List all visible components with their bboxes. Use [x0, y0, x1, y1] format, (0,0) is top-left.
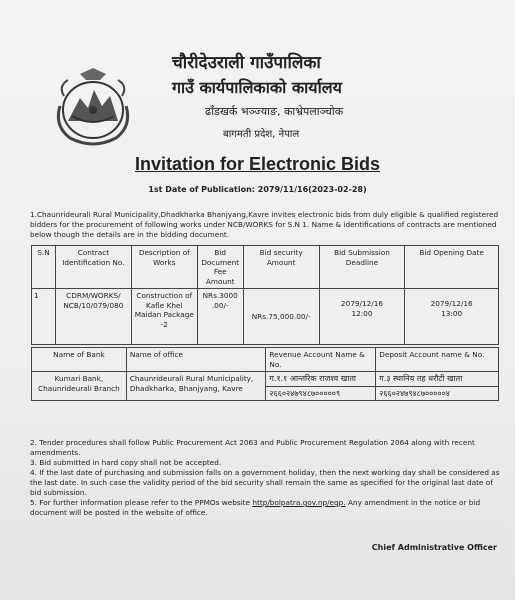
description-cell: Construction of Kafle Khel Maidan Package -2	[131, 289, 197, 345]
publication-date: 1st Date of Publication: 2079/11/16(2023-02-28)	[148, 185, 367, 194]
header-cell: Contract Identification No.	[55, 246, 131, 289]
header-cell: Description of Works	[131, 246, 197, 289]
ppmo-website-link[interactable]: http/bolpatra.gov.np/egp.	[252, 498, 346, 507]
deposit-account-name: ग.३ स्थानिय तह धरौटी खाता	[376, 372, 499, 387]
office-address: ढाँडखर्क भञ्ज्याङ, काभ्रेपलाञ्चोक	[205, 105, 344, 118]
bid-table	[31, 245, 499, 345]
signature-title: Chief Administrative Officer	[371, 543, 497, 552]
header-cell: Bid Document Fee Amount	[197, 246, 243, 289]
fee-cell: NRs.3000 .00/-	[197, 289, 243, 345]
note-5-text: 5. For further information please refer to the PPMOs website	[30, 498, 253, 507]
note-5-text-end: Any amendment in the notice or bid document will be posted in the website of office.	[30, 498, 481, 517]
deadline-time: 12:00	[351, 308, 373, 318]
table-row	[32, 289, 499, 345]
header-cell: S.N	[32, 246, 56, 289]
header-cell: Deposit Account name & No.	[376, 348, 499, 372]
note-4: 4. If the last date of purchasing and submission falls on a government holiday, then the next working day shall be considered as the last date. In such case the validity period of the bid security shall remain the same as specified for the original last date of bid submission.	[30, 468, 500, 497]
office-cell: Chaunrideurali Rural Municipality, Dhadkharka, Bhanjyang, Kavre	[126, 372, 266, 401]
province-country: बागमती प्रदेश, नेपाल	[223, 129, 300, 140]
bank-table	[31, 347, 499, 401]
table-header-row	[32, 246, 499, 289]
contract-id-cell: CDRM/WORKS/ NCB/10/079/080	[55, 289, 131, 345]
header-cell: Name of office	[126, 348, 266, 372]
opening-date: 2079/12/16	[430, 299, 473, 308]
opening-time: 13:00	[441, 308, 463, 318]
header-cell: Name of Bank	[32, 348, 127, 372]
opening-cell	[405, 289, 499, 345]
notes-section	[30, 438, 502, 518]
note-5	[30, 498, 502, 518]
sn-cell: 1	[32, 289, 56, 345]
bank-cell: Kumari Bank, Chaunrideurali Branch	[32, 372, 127, 401]
deadline-cell	[319, 289, 405, 345]
note-2: 2. Tender procedures shall follow Public Procurement Act 2063 and Public Procurement Regulation 2064 along with recent amendments.	[30, 438, 475, 457]
note-3: 3. Bid submitted in hard copy shall not be accepted.	[30, 458, 222, 467]
table-header-row	[32, 348, 499, 372]
notice-title: Invitation for Electronic Bids	[134, 154, 381, 174]
municipality-name: चौरीदेउराली गाउँपालिका	[172, 53, 321, 73]
header-cell: Bid Opening Date	[405, 246, 499, 289]
header-cell: Revenue Account Name & No.	[266, 348, 376, 372]
revenue-account-number: २६६०२४७९४८७०००००९	[266, 386, 376, 401]
security-cell: NRs.75,000.00/-	[243, 289, 319, 345]
header-cell: Bid security Amount	[243, 246, 319, 289]
nepal-government-emblem-icon	[50, 66, 136, 150]
office-name: गाउँ कार्यपालिकाको कार्यालय	[172, 78, 342, 97]
deposit-account-number: २६६०२४७९४८७०००००४	[376, 386, 499, 401]
intro-paragraph: 1.Chaunrideurali Rural Municipality,Dhadkharka Bhanjyang,Kavre invites electronic bids from duly eligible & qualified registered bidders for the procurement of following works under NCB/WORKS for S.N 1. Name & identifications of contracts are mentioned below though the details are in the bidding document.	[30, 210, 499, 239]
header-cell: Bid Submission Deadline	[319, 246, 405, 289]
deadline-date: 2079/12/16	[340, 299, 383, 308]
revenue-account-name: ग.१.१ आन्तरिक राजश्व खाता	[266, 372, 376, 387]
table-row	[32, 372, 499, 387]
